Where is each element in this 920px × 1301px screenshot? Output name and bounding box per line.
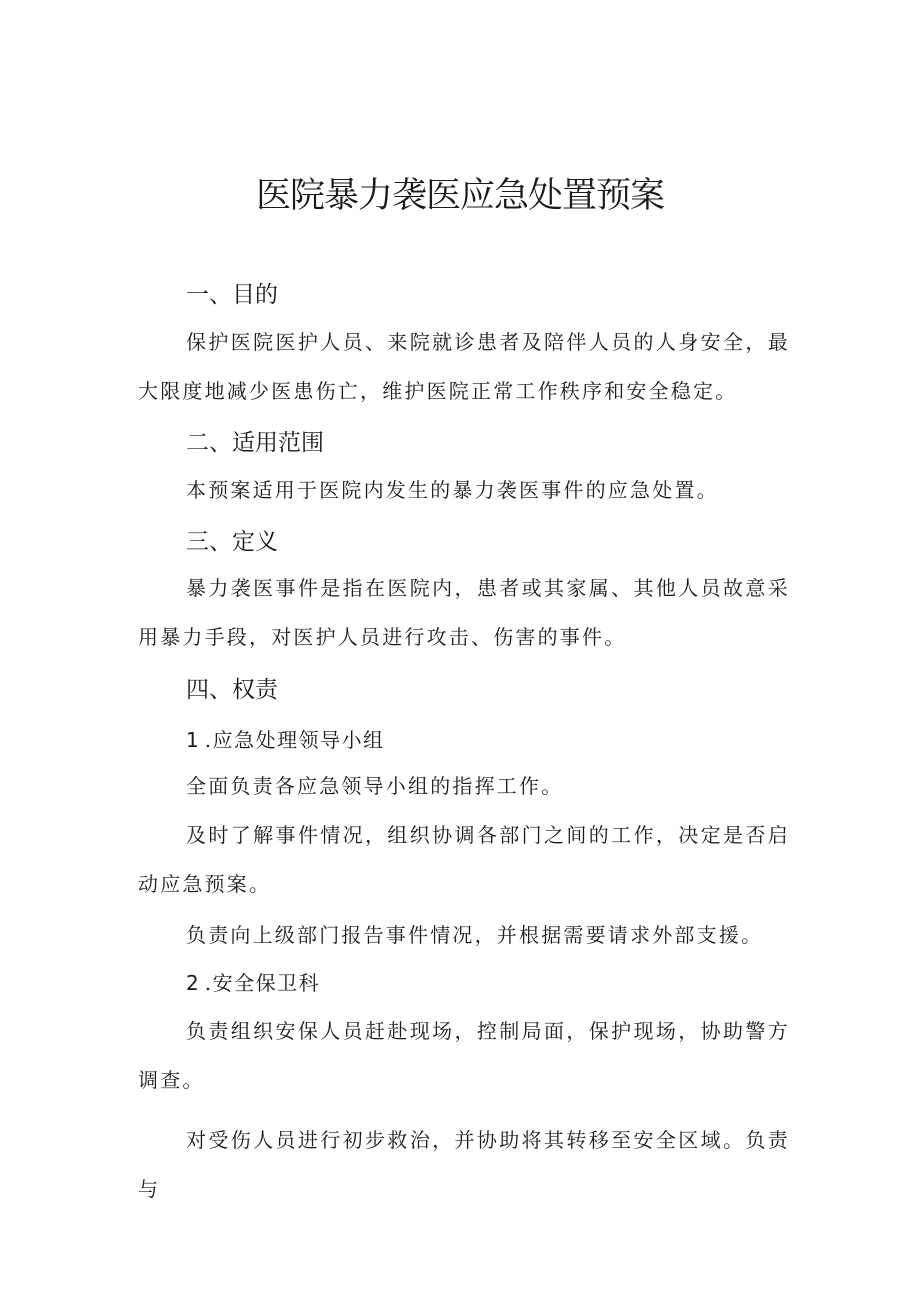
subsection-number: 2 [186, 971, 199, 995]
subsection-heading-leadership-group [186, 724, 385, 756]
paragraph-security-2: 对受伤人员进行初步救治，并协助将其转移至安全区域。负责与 [138, 1128, 790, 1201]
paragraph-leadership-1: 全面负责各应急领导小组的指挥工作。 [186, 774, 564, 798]
document-title: 医院暴力袭医应急处置预案 [255, 176, 664, 216]
paragraph-definition: 暴力袭医事件是指在医院内，患者或其家属、其他人员故意采用暴力手段，对医护人员进行攻击、伤害的事件。 [138, 576, 790, 649]
subsection-number: 1 [186, 728, 199, 752]
subsection-heading-security-department [186, 967, 320, 999]
subsection-label: .安全保卫科 [204, 971, 321, 995]
paragraph-leadership-2: 及时了解事件情况，组织协调各部门之间的工作，决定是否启动应急预案。 [138, 823, 790, 896]
paragraph-leadership-3: 负责向上级部门报告事件情况，并根据需要请求外部支援。 [186, 923, 764, 947]
paragraph-purpose: 保护医院医护人员、来院就诊患者及陪伴人员的人身安全，最大限度地减少医患伤亡，维护医院正常工作秩序和安全稳定。 [138, 330, 790, 403]
paragraph-security-1: 负责组织安保人员赶赴现场，控制局面，保护现场，协助警方调查。 [138, 1019, 790, 1092]
section-heading-scope: 二、适用范围 [186, 430, 324, 456]
section-heading-responsibilities: 四、权责 [186, 677, 278, 703]
subsection-label: .应急处理领导小组 [204, 728, 385, 752]
section-heading-definition: 三、定义 [186, 529, 278, 555]
paragraph-scope: 本预案适用于医院内发生的暴力袭医事件的应急处置。 [186, 478, 719, 502]
section-heading-purpose: 一、目的 [186, 282, 278, 308]
